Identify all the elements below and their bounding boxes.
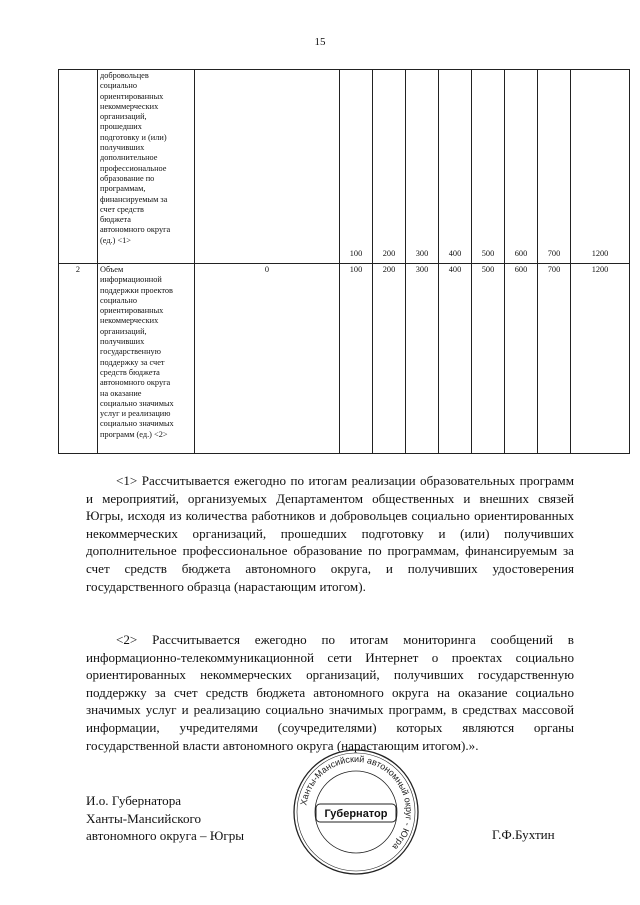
value-cell: 700: [538, 264, 571, 454]
value-cell: 600: [505, 264, 538, 454]
page-number: 15: [314, 36, 326, 48]
indicator-name-cell: Объем информационной поддержки проектов социально ориентированных некоммерческих организаций, получивших государственную поддержку за счет средств бюджета автономного округа на оказание социально значимых услуг и реализацию социально значимых программ (ед.) <2>: [98, 264, 195, 454]
signatory-name: Г.Ф.Бухтин: [492, 827, 555, 842]
footnote-1: <1> Рассчитывается ежегодно по итогам реализации образовательных программ и мероприятий, организуемых Департаментом общественных и внешних связей Югры, исходя из количества работников и добровольцев социально ориентированных некоммерческих организаций, прошедших подготовку и (или) получивших дополнительное профессиональное образование по программам, финансируемым за счет средств бюджета автономного округа, и получивших удостоверения государственного образца (нарастающим итогом).: [86, 473, 574, 594]
value-cell: 400: [439, 70, 472, 264]
base-value-cell: 0: [195, 264, 340, 454]
value-cell: 300: [406, 70, 439, 264]
value-cell: 200: [373, 264, 406, 454]
value-cell: 500: [472, 264, 505, 454]
table-row-2: [59, 264, 630, 454]
indicators-table: [58, 69, 630, 454]
seal-ring-text: Ханты-Мансийский автономный округ - Югра: [298, 753, 415, 852]
value-cell: 500: [472, 70, 505, 264]
row-number-cell: 2: [59, 264, 98, 454]
value-cell: 100: [340, 264, 373, 454]
footnote-2: <2> Рассчитывается ежегодно по итогам мониторинга сообщений в информационно-телекоммуникационной сети Интернет о проектах социально ориентированных некоммерческих организаций, получивших государственную поддержку за счет средств бюджета автономного округа на оказание социально значимых услуг и реализацию социально значимых программ, в средствах массовой информации, учредителями (соучредителями) которых являются органы государственной власти автономного округа (нарастающим итогом).».: [86, 632, 574, 753]
base-value-cell: [195, 70, 340, 264]
value-cell: 1200: [571, 70, 630, 264]
row-number-cell: [59, 70, 98, 264]
value-cell: 600: [505, 70, 538, 264]
value-cell: 200: [373, 70, 406, 264]
indicator-name-cell: добровольцев социально ориентированных некоммерческих организаций, прошедших подготовку и (или) получивших дополнительное профессиональное образование по программам, финансируемым за счет средств бюджета автономного округа (ед.) <1>: [98, 70, 195, 264]
table-row-continued: [59, 70, 630, 264]
value-cell: 300: [406, 264, 439, 454]
signatory-title: И.о. Губернатора Ханты-Мансийского автономного округа – Югры: [86, 793, 245, 844]
value-cell: 100: [340, 70, 373, 264]
value-cell: 400: [439, 264, 472, 454]
seal-center-text: Губернатор: [324, 808, 388, 820]
value-cell: 1200: [571, 264, 630, 454]
official-seal: [290, 746, 422, 878]
value-cell: 700: [538, 70, 571, 264]
